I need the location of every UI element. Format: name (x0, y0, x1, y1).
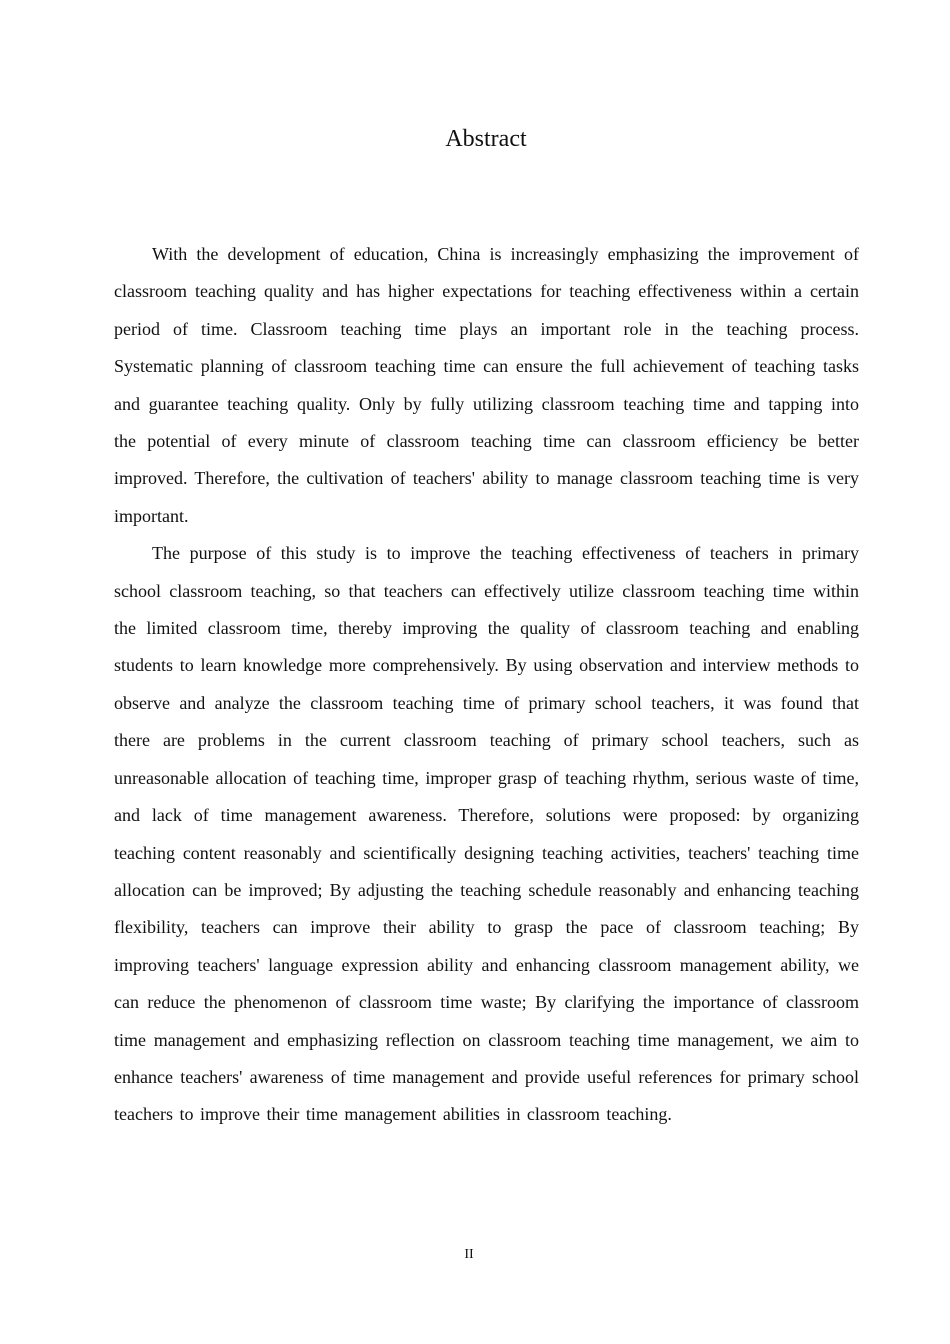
abstract-body (114, 236, 859, 1134)
page-title: Abstract (445, 126, 527, 152)
page-number: II (464, 1247, 474, 1262)
abstract-paragraph-1: With the development of education, China is increasingly emphasizing the improvement of classroom teaching quality and has higher expectations for teaching effectiveness within a certain period of time. Classroom teaching time plays an important role in the teaching process. Systematic planning of classroom teaching time can ensure the full achievement of teaching tasks and guarantee teaching quality. Only by fully utilizing classroom teaching time and tapping into the potential of every minute of classroom teaching time can classroom efficiency be better improved. Therefore, the cultivation of teachers' ability to manage classroom teaching time is very important. (114, 244, 859, 526)
abstract-paragraph-2: The purpose of this study is to improve the teaching effectiveness of teachers in primary school classroom teaching, so that teachers can effectively utilize classroom teaching time within the limited classroom time, thereby improving the quality of classroom teaching and enabling students to learn knowledge more comprehensively. By using observation and interview methods to observe and analyze the classroom teaching time of primary school teachers, it was found that there are problems in the current classroom teaching of primary school teachers, such as unreasonable allocation of teaching time, improper grasp of teaching rhythm, serious waste of time, and lack of time management awareness. Therefore, solutions were proposed: by organizing teaching content reasonably and scientifically designing teaching activities, teachers' teaching time allocation can be improved; By adjusting the teaching schedule reasonably and enhancing teaching flexibility, teachers can improve their ability to grasp the pace of classroom teaching; By improving teachers' language expression ability and enhancing classroom management ability, we can reduce the phenomenon of classroom time waste; By clarifying the importance of classroom time management and emphasizing reflection on classroom teaching time management, we aim to enhance teachers' awareness of time management and provide useful references for primary school teachers to improve their time management abilities in classroom teaching. (114, 543, 859, 1125)
